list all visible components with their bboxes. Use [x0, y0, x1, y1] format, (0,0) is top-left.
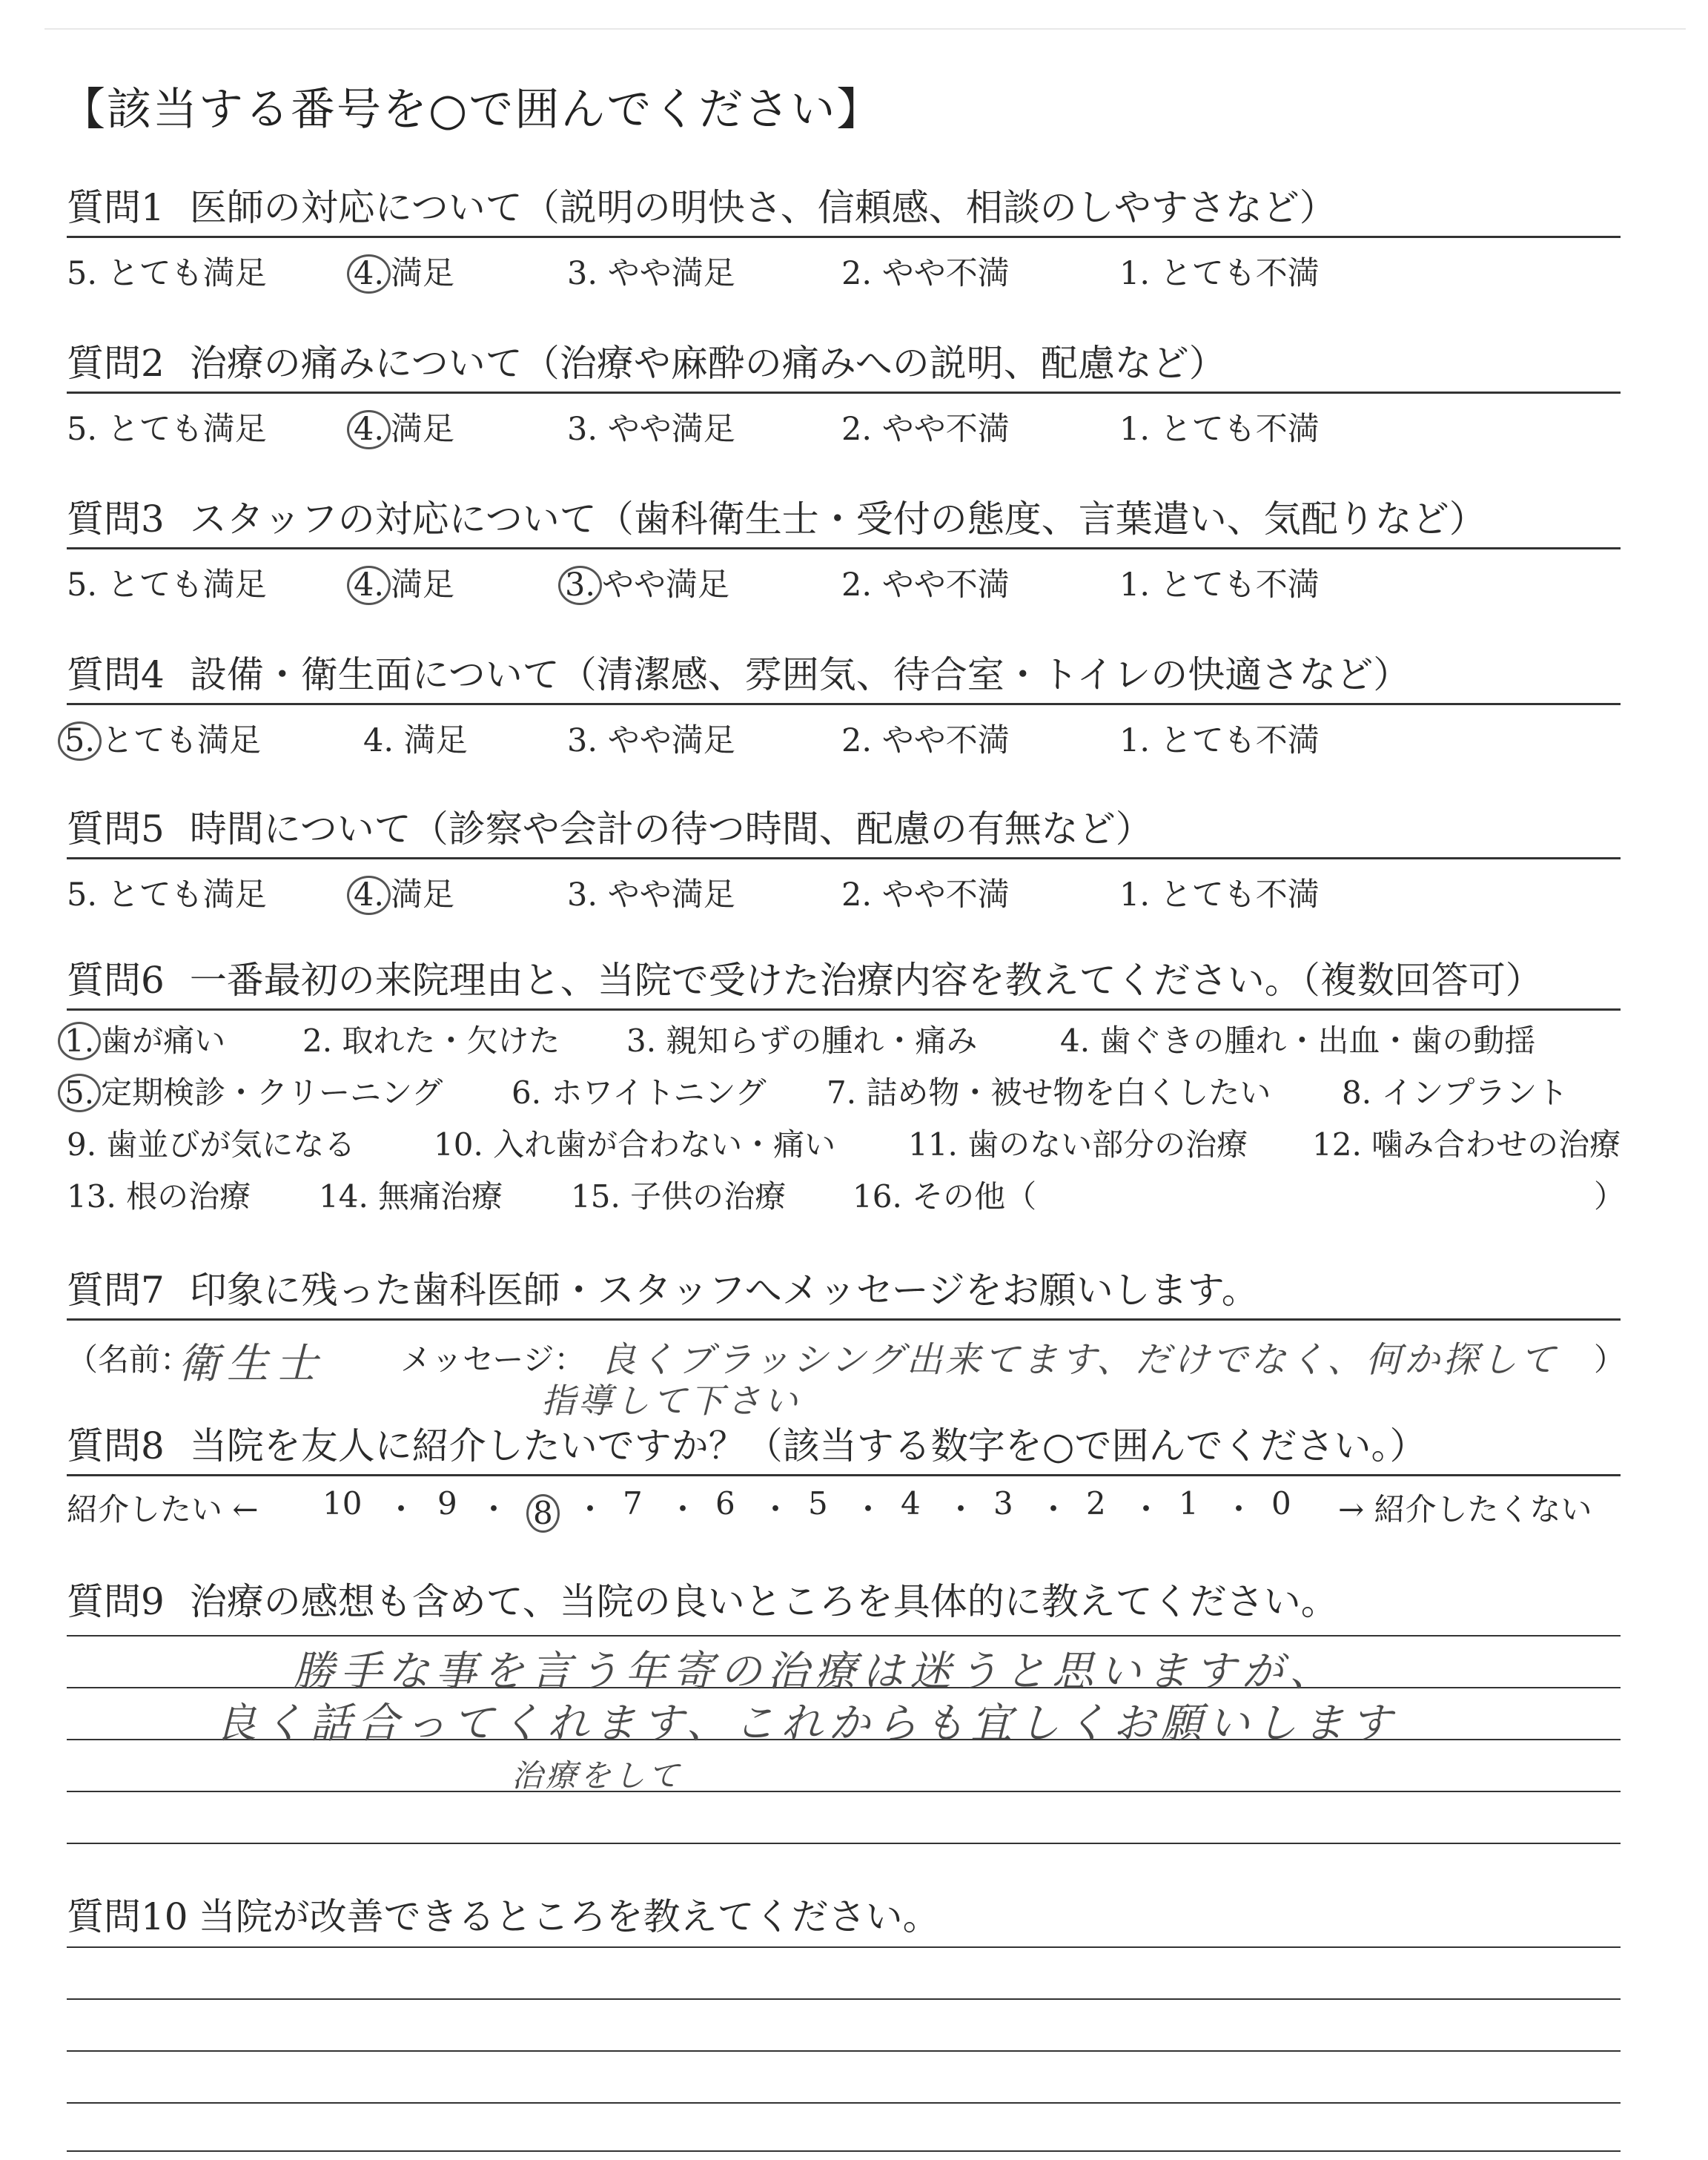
- selection-circle: 4.: [347, 254, 391, 294]
- q8-dot: ・: [575, 1491, 606, 1527]
- question-2-text: 治療の痛みについて（治療や麻酔の痛みへの説明、配慮など）: [189, 342, 1226, 385]
- q8-dot: ・: [385, 1491, 417, 1527]
- q5-option-4[interactable]: [356, 870, 454, 915]
- selection-circle: 4.: [347, 410, 391, 449]
- q4-option-5[interactable]: [64, 716, 262, 761]
- q7-message-label: メッセージ：: [400, 1341, 586, 1378]
- question-5-text: 時間について（診察や会計の待つ時間、配慮の有無など）: [189, 807, 1153, 851]
- question-10-number: 質問10: [67, 1895, 188, 1938]
- question-6-number: 質問6: [67, 959, 165, 1002]
- q4-option-3[interactable]: 3. やや満足: [567, 722, 735, 759]
- question-8: [67, 1416, 1621, 1536]
- q3-option-5[interactable]: 5. とても満足: [67, 567, 267, 604]
- q6-row-3: [67, 1114, 1621, 1166]
- q5-option-5[interactable]: 5. とても満足: [67, 876, 267, 914]
- question-5: [67, 799, 1621, 914]
- q8-option-10[interactable]: 10: [322, 1485, 363, 1522]
- q3-option-2[interactable]: 2. やや不満: [841, 567, 1010, 604]
- question-9-number: 質問9: [67, 1580, 165, 1623]
- q8-dot: ・: [1131, 1491, 1162, 1527]
- q1-option-4-text: 満足: [391, 255, 455, 292]
- q6-option-1[interactable]: [64, 1017, 226, 1061]
- question-6-text: 一番最初の来院理由と、当院で受けた治療内容を教えてください。（複数回答可）: [189, 959, 1543, 1002]
- q1-option-1[interactable]: 1. とても不満: [1119, 255, 1320, 292]
- q9-answer-line-3[interactable]: 治療をして: [512, 1757, 683, 1794]
- question-5-heading: [67, 799, 1621, 859]
- q8-dot: ・: [853, 1491, 884, 1527]
- page-title: 【該当する番号を○で囲んでください】: [61, 84, 883, 136]
- answer-line[interactable]: [67, 2102, 1621, 2104]
- question-6: [64, 951, 1626, 1218]
- q8-option-4[interactable]: 4: [901, 1485, 921, 1522]
- q8-dot: ・: [667, 1491, 699, 1527]
- q7-message-close: ）: [1594, 1341, 1626, 1378]
- q7-message-line-1[interactable]: 良くブラッシング出来てます、だけでなく、何か探して: [600, 1339, 1559, 1381]
- q2-option-5[interactable]: 5. とても満足: [67, 411, 267, 448]
- q8-dot: ・: [1038, 1491, 1070, 1527]
- q8-dot: ・: [1223, 1491, 1255, 1527]
- question-7-text: 印象に残った歯科医師・スタッフへメッセージをお願いします。: [189, 1269, 1259, 1312]
- question-5-number: 質問5: [67, 807, 165, 851]
- q5-option-4-text: 満足: [391, 876, 455, 914]
- q8-option-1[interactable]: 1: [1179, 1485, 1199, 1522]
- q8-dot: ・: [945, 1491, 977, 1527]
- q6-option-16-close: ）: [1594, 1178, 1626, 1215]
- q4-option-2[interactable]: 2. やや不満: [841, 722, 1010, 759]
- selection-circle: 5.: [58, 721, 102, 761]
- q4-option-5-text: とても満足: [102, 722, 262, 759]
- q3-option-4-text: 満足: [391, 567, 455, 604]
- question-4-text: 設備・衛生面について（清潔感、雰囲気、待合室・トイレの快適さなど）: [189, 653, 1411, 696]
- selection-circle: 5.: [58, 1074, 101, 1112]
- q6-option-1-text: 歯が痛い: [101, 1023, 226, 1059]
- q7-name-label: （名前：: [67, 1341, 192, 1378]
- q6-option-4[interactable]: 4. 歯ぐきの腫れ・出血・歯の動揺: [1060, 1023, 1536, 1059]
- q9-answer-line-2[interactable]: 良く話合ってくれます、これからも宜しくお願いします: [215, 1700, 1398, 1748]
- scan-edge: [44, 28, 1686, 30]
- question-3: [67, 489, 1621, 604]
- question-7-heading: [67, 1261, 1621, 1321]
- question-9: [67, 1572, 1621, 1625]
- question-1-options: [67, 238, 1621, 293]
- question-4: [64, 645, 1621, 760]
- question-2: [67, 334, 1621, 449]
- answer-line: [67, 1791, 1621, 1792]
- question-10-heading: [67, 1887, 1621, 1941]
- q6-option-14[interactable]: 14. 無痛治療: [319, 1178, 503, 1215]
- q2-option-4-text: 満足: [391, 411, 455, 448]
- q6-option-16[interactable]: 16. その他（: [853, 1178, 1037, 1215]
- question-2-heading: [67, 334, 1621, 394]
- question-9-heading: [67, 1572, 1621, 1625]
- q8-left-label: 紹介したい ←: [67, 1491, 259, 1527]
- question-1-text: 医師の対応について（説明の明快さ、信頼感、相談のしやすさなど）: [189, 186, 1337, 229]
- q3-option-1[interactable]: 1. とても不満: [1119, 567, 1320, 604]
- q6-option-3[interactable]: 3. 親知らずの腫れ・痛み: [626, 1023, 978, 1059]
- question-10: [67, 1887, 1621, 1941]
- q1-option-4[interactable]: [356, 248, 454, 294]
- q8-option-7[interactable]: 7: [623, 1485, 643, 1522]
- q5-option-1[interactable]: 1. とても不満: [1119, 876, 1320, 914]
- question-4-options: [64, 705, 1621, 760]
- question-6-heading: [67, 951, 1621, 1011]
- q2-option-2[interactable]: 2. やや不満: [841, 411, 1010, 448]
- question-2-number: 質問2: [67, 342, 165, 385]
- q8-dot: ・: [478, 1491, 510, 1527]
- question-5-options: [67, 859, 1621, 914]
- q8-option-3[interactable]: 3: [993, 1485, 1013, 1522]
- q6-option-9[interactable]: 9. 歯並びが気になる: [67, 1126, 356, 1163]
- q6-option-15[interactable]: 15. 子供の治療: [571, 1178, 787, 1215]
- q8-option-2[interactable]: 2: [1086, 1485, 1106, 1522]
- selection-circle: 8: [526, 1494, 560, 1533]
- q9-answer-line-1[interactable]: 勝手な事を言う年寄の治療は迷うと思いますが、: [293, 1648, 1337, 1696]
- selection-circle: 4.: [347, 876, 391, 915]
- q6-option-8[interactable]: 8. インプラント: [1342, 1074, 1569, 1111]
- q6-option-7[interactable]: 7. 詰め物・被せ物を白くしたい: [827, 1074, 1271, 1111]
- q5-option-2[interactable]: 2. やや不満: [841, 876, 1010, 914]
- q8-option-5[interactable]: 5: [808, 1485, 828, 1522]
- q6-option-10[interactable]: 10. 入れ歯が合わない・痛い: [434, 1126, 836, 1163]
- q8-option-0[interactable]: 0: [1271, 1485, 1291, 1522]
- q6-row-4: [67, 1166, 1626, 1218]
- q2-option-1[interactable]: 1. とても不満: [1119, 411, 1320, 448]
- q6-option-2[interactable]: 2. 取れた・欠けた: [302, 1023, 560, 1059]
- q3-option-3-text: やや満足: [602, 567, 730, 604]
- question-8-heading: [67, 1416, 1621, 1476]
- question-1-number: 質問1: [67, 186, 165, 229]
- selection-circle: 1.: [58, 1022, 101, 1060]
- question-1: [67, 178, 1621, 293]
- q8-option-9[interactable]: 9: [437, 1485, 457, 1522]
- answer-line[interactable]: [67, 2050, 1621, 2052]
- question-7-number: 質問7: [67, 1269, 165, 1312]
- q6-option-11[interactable]: 11. 歯のない部分の治療: [908, 1126, 1248, 1163]
- q8-right-label: → 紹介したくない: [1338, 1491, 1592, 1527]
- q6-row-2: [64, 1063, 1621, 1114]
- q1-option-3[interactable]: 3. やや満足: [567, 255, 735, 292]
- question-2-options: [67, 394, 1621, 449]
- q4-option-4[interactable]: 4. 満足: [363, 722, 468, 759]
- question-10-text: 当院が改善できるところを教えてください。: [198, 1895, 940, 1938]
- q7-response: [67, 1321, 1626, 1421]
- question-4-number: 質問4: [67, 653, 165, 696]
- selection-circle: 4.: [347, 566, 391, 605]
- question-7: [67, 1261, 1626, 1421]
- question-3-heading: [67, 489, 1621, 549]
- q6-option-13[interactable]: 13. 根の治療: [67, 1178, 251, 1215]
- q1-option-2[interactable]: 2. やや不満: [841, 255, 1010, 292]
- q6-row-1: [64, 1011, 1621, 1063]
- q6-option-5-text: 定期検診・クリーニング: [101, 1074, 443, 1111]
- q7-name-value[interactable]: 衛生士: [178, 1340, 325, 1388]
- q3-option-3[interactable]: [567, 560, 729, 605]
- answer-line: [67, 1635, 1621, 1636]
- question-9-text: 治療の感想も含めて、当院の良いところを具体的に教えてください。: [189, 1580, 1338, 1623]
- question-8-number: 質問8: [67, 1424, 165, 1467]
- answer-line[interactable]: [67, 1946, 1621, 1948]
- q6-option-12[interactable]: 12. 噛み合わせの治療: [1312, 1126, 1621, 1163]
- q2-option-3[interactable]: 3. やや満足: [567, 411, 735, 448]
- q8-option-6[interactable]: 6: [715, 1485, 735, 1522]
- answer-line[interactable]: [67, 1998, 1621, 2000]
- q7-message-line-2[interactable]: 指導して下さい: [541, 1381, 801, 1421]
- q8-rating-scale: [67, 1476, 1621, 1536]
- question-1-heading: [67, 178, 1621, 238]
- selection-circle: 3.: [558, 566, 602, 605]
- question-3-text: スタッフの対応について（歯科衛生士・受付の態度、言葉遣い、気配りなど）: [189, 498, 1486, 541]
- question-3-options: [67, 549, 1621, 604]
- question-3-number: 質問3: [67, 498, 165, 541]
- q3-option-4[interactable]: [356, 560, 454, 605]
- q4-option-1[interactable]: 1. とても不満: [1119, 722, 1320, 759]
- answer-line[interactable]: [67, 2150, 1621, 2152]
- answer-line: [67, 1843, 1621, 1844]
- q8-dot: ・: [760, 1491, 792, 1527]
- q1-option-5[interactable]: 5. とても満足: [67, 255, 267, 292]
- q6-option-6[interactable]: 6. ホワイトニング: [512, 1074, 767, 1111]
- q6-option-5[interactable]: [64, 1069, 443, 1113]
- q2-option-4[interactable]: [356, 404, 454, 449]
- q5-option-3[interactable]: 3. やや満足: [567, 876, 735, 914]
- question-8-text: 当院を友人に紹介したいですか？（該当する数字を○で囲んでください。）: [189, 1424, 1427, 1467]
- question-4-heading: [67, 645, 1621, 705]
